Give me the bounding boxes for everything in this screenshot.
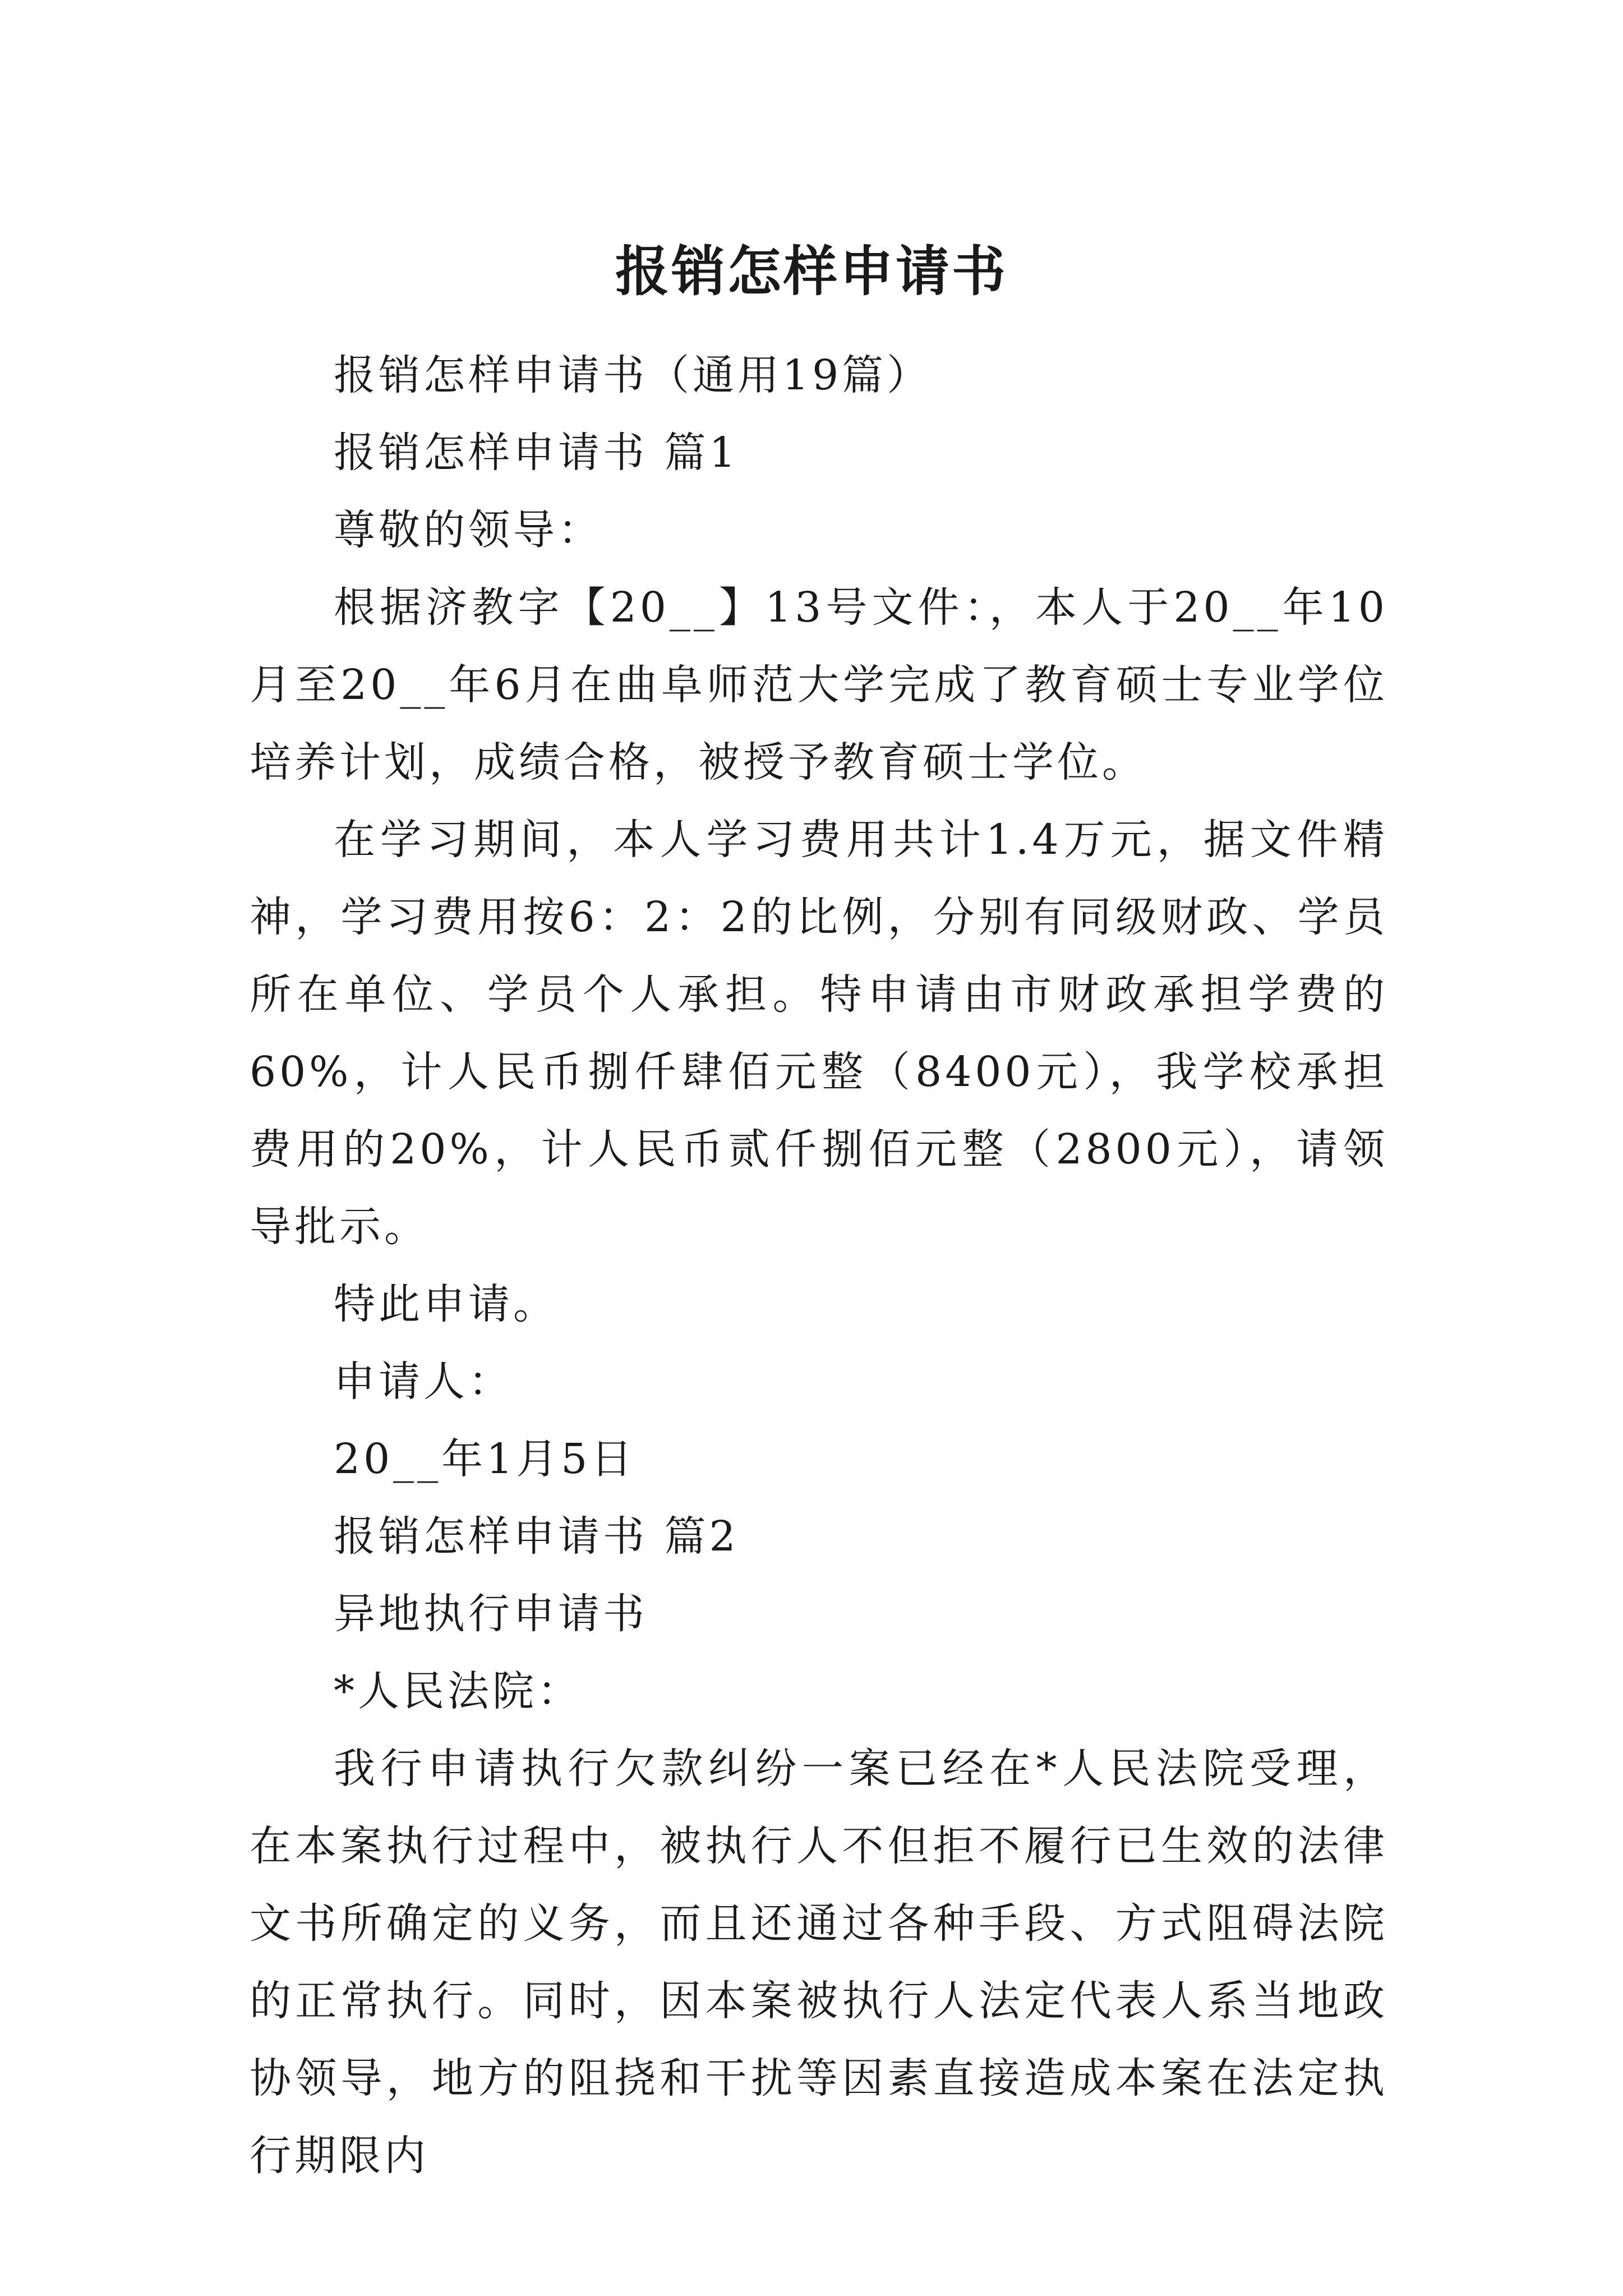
applicant-line: 申请人： xyxy=(334,1358,513,1406)
section-heading-2: 报销怎样申请书 篇2 xyxy=(334,1512,739,1561)
document-title: 报销怎样申请书 xyxy=(615,240,1008,303)
document-body xyxy=(250,337,1388,2194)
body-paragraph: 在学习期间，本人学习费用共计1.4万元，据文件精神，学习费用按6：2：2的比例，分别有同级财政、学员所在单位、学员个人承担。特申请由市财政承担学费的60%，计人民币捌仟肆佰元整（8400元），我学校承担费用的20%，计人民币贰仟捌佰元整（2800元），请领导批示。 xyxy=(250,816,1388,1251)
date-line: 20__年1月5日 xyxy=(334,1435,636,1483)
body-paragraph: 我行申请执行欠款纠纷一案已经在*人民法院受理，在本案执行过程中，被执行人不但拒不履行已生效的法律文书所确定的义务，而且还通过各种手段、方式阻碍法院的正常执行。同时，因本案被执行人法定代表人系当地政协领导，地方的阻挠和干扰等因素直接造成本案在法定执行期限内 xyxy=(250,1745,1388,2180)
body-paragraph: 根据济教字【20__】13号文件：，本人于20__年10月至20__年6月在曲阜师范大学完成了教育硕士专业学位培养计划，成绩合格，被授予教育硕士学位。 xyxy=(250,583,1388,786)
doc-subtitle: 报销怎样申请书（通用19篇） xyxy=(334,351,932,399)
sub-title: 异地执行申请书 xyxy=(334,1590,648,1638)
closing-line: 特此申请。 xyxy=(334,1280,558,1328)
section-heading-1: 报销怎样申请书 篇1 xyxy=(334,429,739,477)
salutation: *人民法院： xyxy=(334,1667,582,1715)
salutation: 尊敬的领导： xyxy=(334,506,603,554)
